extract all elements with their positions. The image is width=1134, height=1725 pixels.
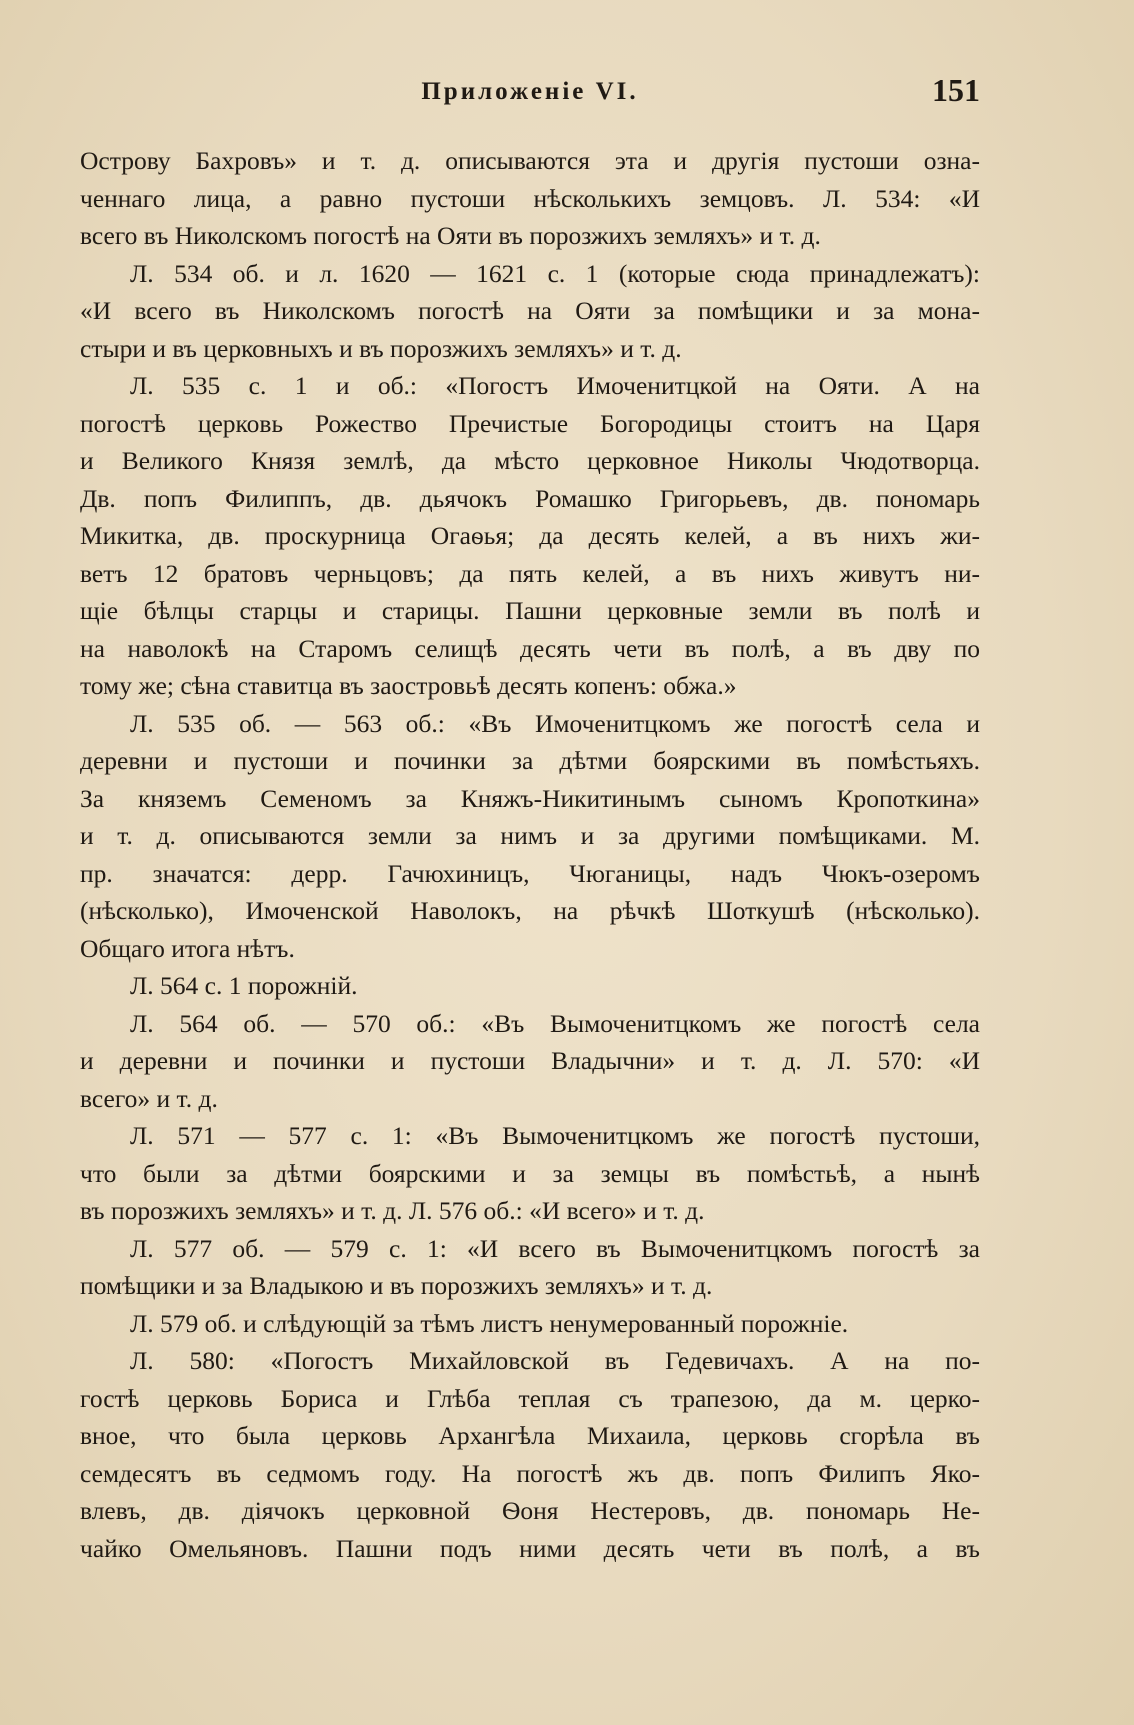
text-line: чайко Омельяновъ. Пашни подъ ними десять чети въ полѣ, а въ	[80, 1533, 980, 1563]
text-line: (нѣсколько), Имоченской Наволокъ, на рѣчкѣ Шоткушѣ (нѣсколько).	[80, 896, 980, 925]
text-line: Л. 564 с. 1 порожній.	[130, 971, 358, 1000]
text-line: щіе бѣлцы старцы и старицы. Пашни церковные земли въ полѣ и	[80, 596, 980, 625]
text-line: помѣщики и за Владыкою и въ порозжихъ земляхъ» и т. д.	[80, 1271, 713, 1300]
text-line: пр. значатся: дерр. Гачюхиницъ, Чюганицы, надъ Чюкъ-озеромъ	[80, 858, 980, 888]
text-line: Л. 579 об. и слѣдующій за тѣмъ листъ ненумерованный порожніе.	[130, 1308, 849, 1338]
text-line: Острову Бахровъ» и т. д. описываются эта и другія пустоши озна-	[80, 146, 980, 175]
text-line: Л. 564 об. — 570 об.: «Въ Вымоченитцкомъ же погостѣ села	[130, 1008, 980, 1038]
page-header	[80, 72, 980, 118]
text-line: влевъ, дв. діячокъ церковной Ѳоня Нестеровъ, дв. пономарь Не-	[80, 1496, 980, 1525]
text-line: Л. 535 об. — 563 об.: «Въ Имоченитцкомъ же погостѣ села и	[130, 708, 980, 738]
text-line: всего» и т. д.	[80, 1083, 218, 1113]
text-line: Общаго итога нѣтъ.	[80, 933, 295, 963]
body-text	[80, 142, 980, 1567]
text-line: Дв. попъ Филиппъ, дв. дьячокъ Ромашко Григорьевъ, дв. пономарь	[80, 483, 980, 513]
text-line: и Великого Князя землѣ, да мѣсто церковное Николы Чюдотворца.	[80, 446, 980, 475]
text-line: вное, что была церковь Архангѣла Михаила, церковь сгорѣла въ	[80, 1421, 980, 1450]
text-line: Л. 535 с. 1 и об.: «Погостъ Имоченитцкой на Ояти. А на	[130, 371, 980, 400]
text-line: Микитка, дв. проскурница Огаѳья; да десять келей, а въ нихъ жи-	[80, 521, 980, 550]
text-line: и деревни и починки и пустоши Владычни» и т. д. Л. 570: «И	[80, 1046, 980, 1075]
text-line: Л. 580: «Погостъ Михайловской въ Гедевичахъ. А на по-	[130, 1346, 980, 1375]
text-line: что были за дѣтми боярскими и за земцы въ помѣстьѣ, а нынѣ	[80, 1158, 980, 1188]
text-line: Л. 534 об. и л. 1620 — 1621 с. 1 (которые сюда принадлежатъ):	[130, 258, 980, 288]
text-line: въ порозжихъ земляхъ» и т. д. Л. 576 об.: «И всего» и т. д.	[80, 1196, 705, 1225]
text-line: на наволокѣ на Старомъ селищѣ десять чети въ полѣ, а въ дву по	[80, 633, 980, 663]
text-line: ветъ 12 братовъ черньцовъ; да пять келей, а въ нихъ живутъ ни-	[80, 558, 980, 588]
text-line: стыри и въ церковныхъ и въ порозжихъ земляхъ» и т. д.	[80, 333, 682, 363]
text-line: всего въ Николскомъ погостѣ на Ояти въ порозжихъ земляхъ» и т. д.	[80, 221, 821, 250]
running-head: Приложенiе VI.	[421, 78, 639, 105]
text-line: погостѣ церковь Рожество Пречистые Богородицы стоитъ на Царя	[80, 408, 980, 438]
text-line: Л. 577 об. — 579 с. 1: «И всего въ Вымоченитцкомъ погостѣ за	[130, 1233, 980, 1263]
text-line: деревни и пустоши и починки за дѣтми боярскими въ помѣстьяхъ.	[80, 746, 980, 775]
text-line: ченнаго лица, а равно пустоши нѣсколькихъ земцовъ. Л. 534: «И	[80, 183, 980, 213]
text-line: и т. д. описываются земли за нимъ и за другими помѣщиками. М.	[80, 821, 980, 850]
text-line: За княземъ Семеномъ за Княжъ-Никитинымъ сыномъ Кропоткина»	[80, 783, 980, 813]
text-line: гостѣ церковь Бориса и Глѣба теплая съ трапезою, да м. церко-	[80, 1383, 980, 1413]
text-line: Л. 571 — 577 с. 1: «Въ Вымоченитцкомъ же погостѣ пустоши,	[130, 1121, 980, 1150]
text-line: семдесятъ въ седмомъ году. На погостѣ жъ дв. попъ Филипъ Яко-	[80, 1458, 980, 1488]
text-line: «И всего въ Николскомъ погостѣ на Ояти за помѣщики и за мона-	[80, 296, 980, 325]
page-number: 151	[932, 72, 980, 108]
text-line: тому же; сѣна ставитца въ заостровьѣ десять копенъ: обжа.»	[80, 671, 737, 700]
